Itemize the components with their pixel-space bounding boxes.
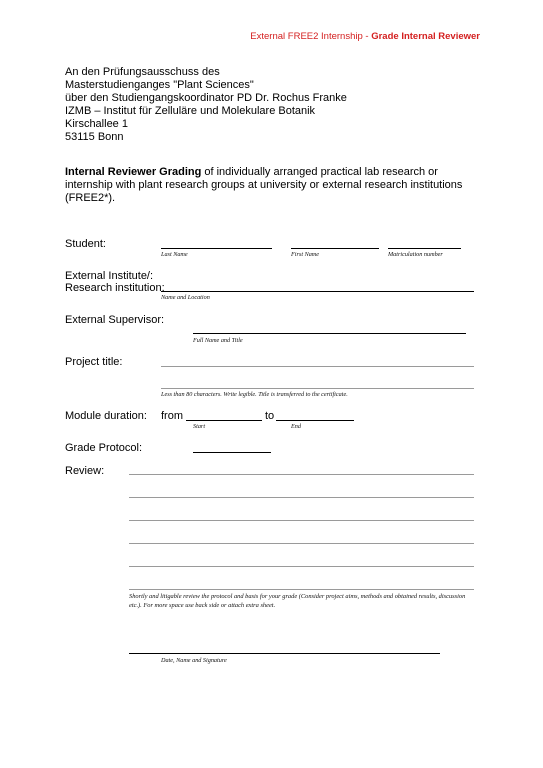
- end-date-field[interactable]: [276, 420, 354, 421]
- duration-label: Module duration:: [65, 410, 147, 422]
- review-line-6[interactable]: [129, 589, 474, 590]
- duration-from-label: from: [161, 410, 183, 422]
- address-line: Kirschallee 1: [65, 117, 128, 130]
- first-name-caption: First Name: [291, 251, 320, 258]
- address-line: An den Prüfungsausschuss des: [65, 66, 220, 78]
- address-line: 53115 Bonn: [65, 130, 124, 143]
- document-header: [250, 31, 480, 42]
- grade-label: Grade Protocol:: [65, 442, 143, 454]
- first-name-field[interactable]: [291, 248, 379, 249]
- project-caption: Less than 80 characters. Write legible. Title is transferred to the certificate.: [161, 391, 348, 398]
- last-name-caption: Last Name: [161, 251, 188, 258]
- review-line-2[interactable]: [129, 497, 474, 498]
- institute-label-line1: External Institute/:: [65, 270, 154, 282]
- start-caption: Start: [193, 423, 206, 430]
- address-line: Masterstudienganges "Plant Sciences": [65, 78, 254, 91]
- last-name-field[interactable]: [161, 248, 272, 249]
- duration-to-label: to: [265, 410, 275, 422]
- student-label: Student:: [65, 238, 106, 250]
- institute-caption: Name and Location: [161, 294, 210, 301]
- supervisor-caption: Full Name and Title: [193, 337, 243, 344]
- project-title-line-2[interactable]: [161, 388, 474, 389]
- address-line: IZMB – Institut für Zelluläre und Molekulare Botanik: [65, 104, 316, 117]
- matriculation-field[interactable]: [388, 248, 461, 249]
- address-line: über den Studiengangskoordinator PD Dr. Rochus Franke: [65, 91, 347, 104]
- intro-rest: of individually arranged practical lab research or internship with plant research groups at university or external research institutions (FREE2*).: [65, 166, 463, 205]
- review-line-3[interactable]: [129, 520, 474, 521]
- header-prefix: External FREE2 Internship -: [250, 31, 372, 42]
- end-caption: End: [291, 423, 301, 430]
- signature-field[interactable]: [129, 653, 440, 654]
- supervisor-label: External Supervisor:: [65, 314, 165, 326]
- institute-label-line2: Research institution:: [65, 282, 165, 294]
- project-label: Project title:: [65, 356, 123, 368]
- review-label: Review:: [65, 465, 105, 477]
- review-line-5[interactable]: [129, 566, 474, 567]
- grade-field[interactable]: [193, 452, 271, 453]
- address-block: [65, 66, 347, 143]
- intro-bold: Internal Reviewer Grading: [65, 166, 202, 178]
- project-title-line-1[interactable]: [161, 366, 474, 367]
- review-line-1[interactable]: [129, 474, 474, 475]
- intro-paragraph: [65, 166, 485, 206]
- start-date-field[interactable]: [186, 420, 262, 421]
- signature-caption: Date, Name and Signature: [161, 657, 227, 664]
- review-line-4[interactable]: [129, 543, 474, 544]
- header-emphasis: Grade Internal Reviewer: [371, 31, 480, 42]
- review-hint: Shortly and litigable review the protocol and basis for your grade (Consider project aims, methods and obtained results, discussion etc.). For more space use back side or attach extra sheet.: [129, 593, 466, 609]
- supervisor-field[interactable]: [193, 333, 466, 334]
- matriculation-caption: Matriculation number: [388, 251, 443, 258]
- institute-field[interactable]: [161, 291, 474, 292]
